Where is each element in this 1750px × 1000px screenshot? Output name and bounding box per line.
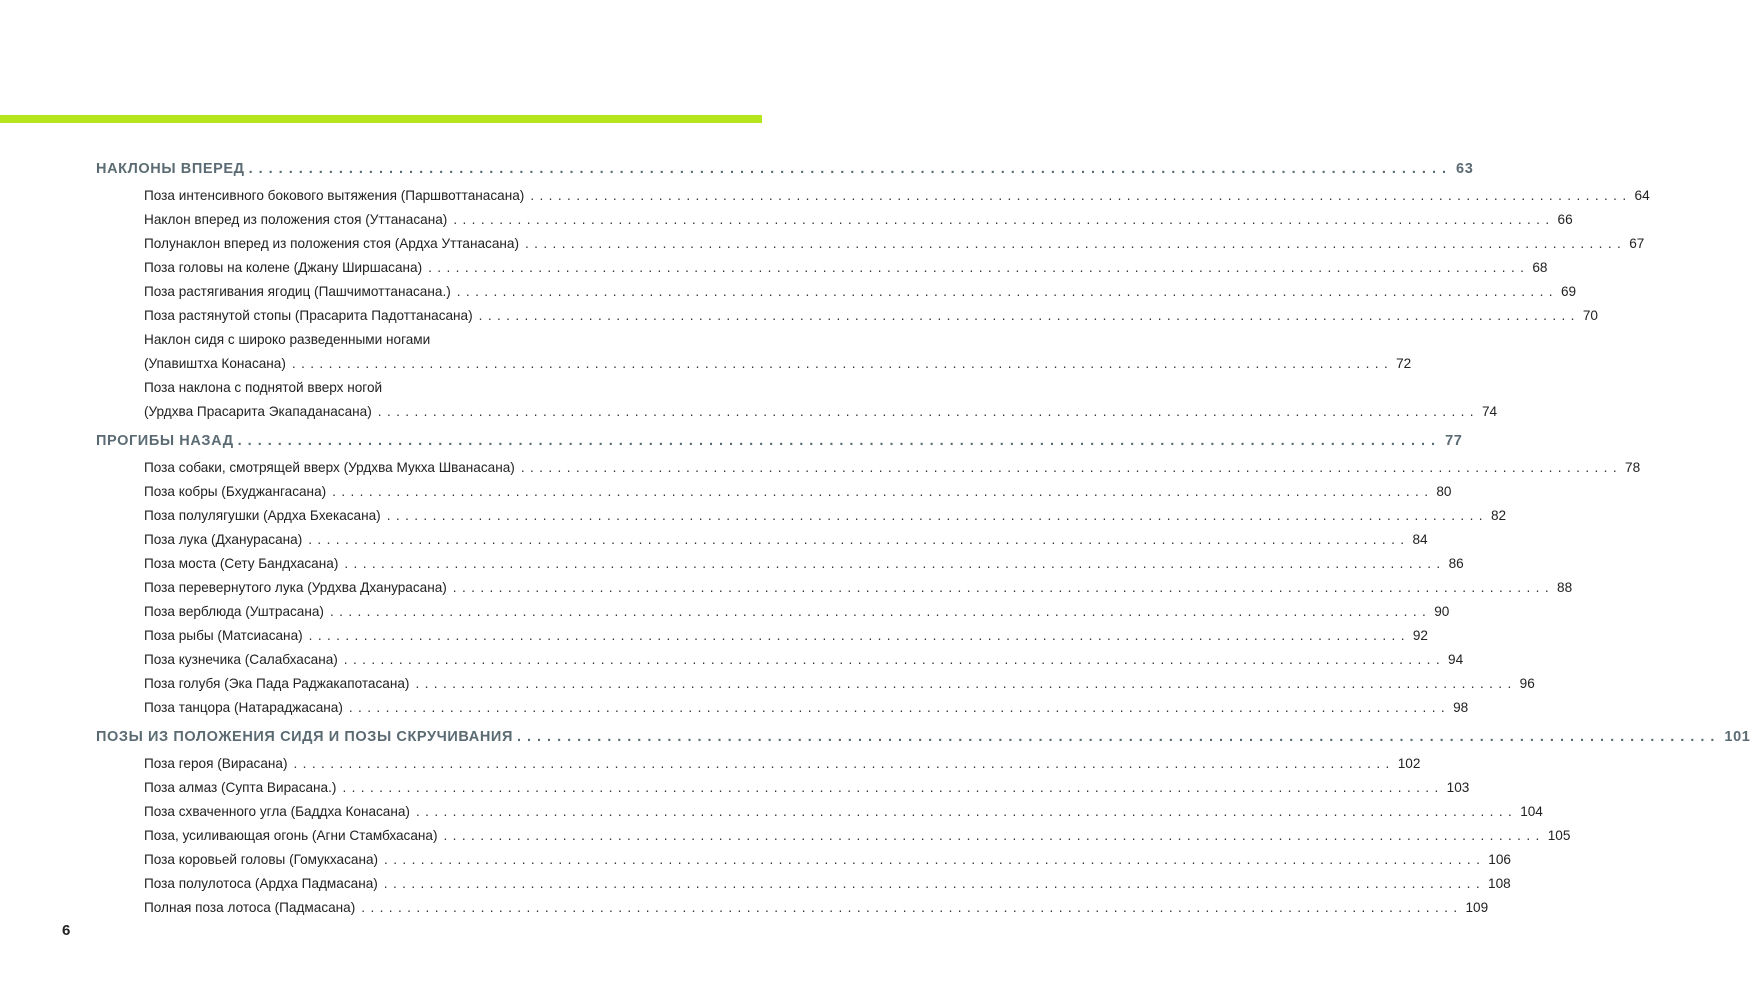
entry-title: Наклон вперед из положения стоя (Уттанасана) <box>144 212 448 227</box>
entry-page: 98 <box>1453 700 1469 715</box>
toc-entry[interactable] <box>144 848 1511 872</box>
section-page: 63 <box>1456 161 1474 177</box>
dot-leader: ........................................................................................................................ <box>415 676 1517 691</box>
dot-leader: ........................................................................................................................ <box>377 404 1479 419</box>
dot-leader: ........................................................................................................................ <box>383 876 1486 891</box>
toc-entry[interactable] <box>144 504 1507 528</box>
table-of-contents <box>0 154 1750 920</box>
entry-page: 92 <box>1412 628 1428 643</box>
dot-leader: ........................................................................................................................ <box>530 188 1632 203</box>
dot-leader: ........................................................................................................................ <box>344 556 1446 571</box>
dot-leader: ........................................................................................................................ <box>384 852 1486 867</box>
entry-page: 80 <box>1436 484 1452 499</box>
toc-entry[interactable] <box>144 184 1650 208</box>
entry-title: Поза героя (Вирасана) <box>144 756 288 771</box>
toc-entry[interactable] <box>144 648 1464 672</box>
dot-leader: ........................................................................................................................ <box>456 284 1558 299</box>
entry-page: 82 <box>1490 508 1507 523</box>
page-number: 6 <box>62 922 71 939</box>
dot-leader: ........................................................................................................................ <box>329 604 1432 619</box>
entry-title: (Урдхва Прасарита Экападанасана) <box>144 404 372 419</box>
toc-entry[interactable] <box>144 872 1511 896</box>
section-title: ПРОГИБЫ НАЗАД <box>96 433 234 449</box>
toc-entry[interactable] <box>144 896 1489 920</box>
entry-page: 64 <box>1634 188 1650 203</box>
entry-title: Поза растягивания ягодиц (Пашчимоттанасана.) <box>144 284 451 299</box>
entry-title: Поза, усиливающая огонь (Агни Стамбхасана) <box>144 828 438 843</box>
entry-page: 104 <box>1520 804 1543 819</box>
toc-entry[interactable] <box>144 624 1428 648</box>
entry-title: Поза схваченного угла (Баддха Конасана) <box>144 804 410 819</box>
toc-entry[interactable] <box>144 256 1548 280</box>
entry-page: 96 <box>1519 676 1535 691</box>
dot-leader: ........................................................................................................................ <box>237 433 1442 449</box>
entry-page: 78 <box>1625 460 1641 475</box>
entry-title: Поза кобры (Бхуджангасана) <box>144 484 327 499</box>
entry-title: Поза верблюда (Уштрасана) <box>144 604 324 619</box>
entry-title: Поза алмаз (Супта Вирасана.) <box>144 780 337 795</box>
entry-page: 68 <box>1532 260 1548 275</box>
entry-page: 69 <box>1560 284 1577 299</box>
toc-entry-line1[interactable]: Поза наклона с поднятой вверх ногой <box>144 380 383 395</box>
entry-title: Поза интенсивного бокового вытяжения (Паршвоттанасана) <box>144 188 525 203</box>
entry-title: Поза перевернутого лука (Урдхва Дханурасана) <box>144 580 447 595</box>
toc-entry[interactable] <box>144 280 1577 304</box>
entry-page: 70 <box>1582 308 1598 323</box>
entry-page: 108 <box>1488 876 1511 891</box>
entry-title: (Упавиштха Конасана) <box>144 356 286 371</box>
entry-page: 90 <box>1434 604 1450 619</box>
entry-page: 106 <box>1488 852 1511 867</box>
dot-leader: ........................................................................................................................ <box>520 460 1623 475</box>
dot-leader: ........................................................................................................................ <box>453 212 1555 227</box>
dot-leader: ........................................................................................................................ <box>516 729 1721 745</box>
dot-leader: ........................................................................................................................ <box>452 580 1555 595</box>
dot-leader: ........................................................................................................................ <box>308 628 1410 643</box>
section-page: 77 <box>1445 433 1463 449</box>
toc-entry[interactable] <box>144 232 1645 256</box>
dot-leader: ........................................................................................................................ <box>348 700 1451 715</box>
entry-title: Поза полулотоса (Ардха Падмасана) <box>144 876 378 891</box>
accent-bar <box>0 115 762 123</box>
toc-section-forward-bends <box>0 154 1650 424</box>
entry-page: 102 <box>1397 756 1421 771</box>
toc-entry[interactable] <box>144 672 1535 696</box>
entry-title: Поза полулягушки (Ардха Бхекасана) <box>144 508 381 523</box>
toc-entry[interactable] <box>144 208 1573 232</box>
entry-page: 74 <box>1481 404 1498 419</box>
dot-leader: ........................................................................................................................ <box>428 260 1530 275</box>
toc-section-heading[interactable] <box>96 426 1463 456</box>
entry-title: Поза растянутой стопы (Прасарита Падоттанасана) <box>144 308 473 323</box>
entry-page: 109 <box>1465 900 1489 915</box>
entry-page: 86 <box>1448 556 1464 571</box>
dot-leader: ........................................................................................................................ <box>361 900 1463 915</box>
toc-entry[interactable] <box>144 776 1470 800</box>
dot-leader: ........................................................................................................................ <box>342 780 1444 795</box>
entry-title: Поза танцора (Натараджасана) <box>144 700 343 715</box>
entry-title: Поза лука (Дханурасана) <box>144 532 303 547</box>
dot-leader: ........................................................................................................................ <box>478 308 1580 323</box>
entry-title: Поза голубя (Эка Пада Раджакапотасана) <box>144 676 410 691</box>
section-title: ПОЗЫ ИЗ ПОЛОЖЕНИЯ СИДЯ И ПОЗЫ СКРУЧИВАНИЯ <box>96 729 513 745</box>
entry-title: Поза кузнечика (Салабхасана) <box>144 652 338 667</box>
toc-entry[interactable] <box>144 696 1469 720</box>
dot-leader: ........................................................................................................................ <box>248 161 1453 177</box>
dot-leader: ........................................................................................................................ <box>291 356 1394 371</box>
entry-page: 72 <box>1396 356 1412 371</box>
toc-entry[interactable] <box>144 456 1641 480</box>
entry-page: 103 <box>1446 780 1470 795</box>
toc-entry[interactable] <box>144 528 1428 552</box>
section-title: НАКЛОНЫ ВПЕРЕД <box>96 161 245 177</box>
entry-page: 105 <box>1547 828 1571 843</box>
toc-section-backbends <box>0 426 1641 720</box>
dot-leader: ........................................................................................................................ <box>343 652 1446 667</box>
toc-section-heading[interactable] <box>96 722 1750 752</box>
entry-title: Поза моста (Сету Бандхасана) <box>144 556 339 571</box>
section-page: 101 <box>1724 729 1750 745</box>
toc-entry[interactable] <box>144 800 1543 824</box>
toc-entry[interactable] <box>144 400 1498 424</box>
toc-entry[interactable] <box>144 552 1464 576</box>
dot-leader: ........................................................................................................................ <box>386 508 1488 523</box>
toc-entry[interactable] <box>144 824 1571 848</box>
dot-leader: ........................................................................................................................ <box>415 804 1518 819</box>
toc-entry-line1[interactable]: Наклон сидя с широко разведенными ногами <box>144 332 431 347</box>
dot-leader: ........................................................................................................................ <box>443 828 1545 843</box>
entry-page: 66 <box>1557 212 1573 227</box>
toc-entry[interactable] <box>144 480 1452 504</box>
dot-leader: ........................................................................................................................ <box>293 756 1395 771</box>
toc-entry[interactable] <box>144 576 1573 600</box>
toc-entry[interactable] <box>144 600 1450 624</box>
toc-entry[interactable] <box>144 752 1421 776</box>
entry-title: Поза собаки, смотрящей вверх (Урдхва Мукха Шванасана) <box>144 460 515 475</box>
entry-page: 84 <box>1412 532 1428 547</box>
entry-page: 67 <box>1629 236 1645 251</box>
toc-section-seated-twists <box>0 722 1750 920</box>
entry-page: 88 <box>1557 580 1573 595</box>
toc-section-heading[interactable] <box>96 154 1474 184</box>
entry-title: Полунаклон вперед из положения стоя (Ардха Уттанасана) <box>144 236 519 251</box>
entry-title: Поза рыбы (Матсиасана) <box>144 628 303 643</box>
toc-entry[interactable] <box>144 304 1598 328</box>
dot-leader: ........................................................................................................................ <box>524 236 1627 251</box>
toc-entry[interactable] <box>144 352 1412 376</box>
entry-title: Полная поза лотоса (Падмасана) <box>144 900 356 915</box>
entry-page: 94 <box>1448 652 1464 667</box>
entry-title: Поза головы на колене (Джану Ширшасана) <box>144 260 423 275</box>
dot-leader: ........................................................................................................................ <box>308 532 1410 547</box>
dot-leader: ........................................................................................................................ <box>332 484 1434 499</box>
entry-title: Поза коровьей головы (Гомукхасана) <box>144 852 379 867</box>
